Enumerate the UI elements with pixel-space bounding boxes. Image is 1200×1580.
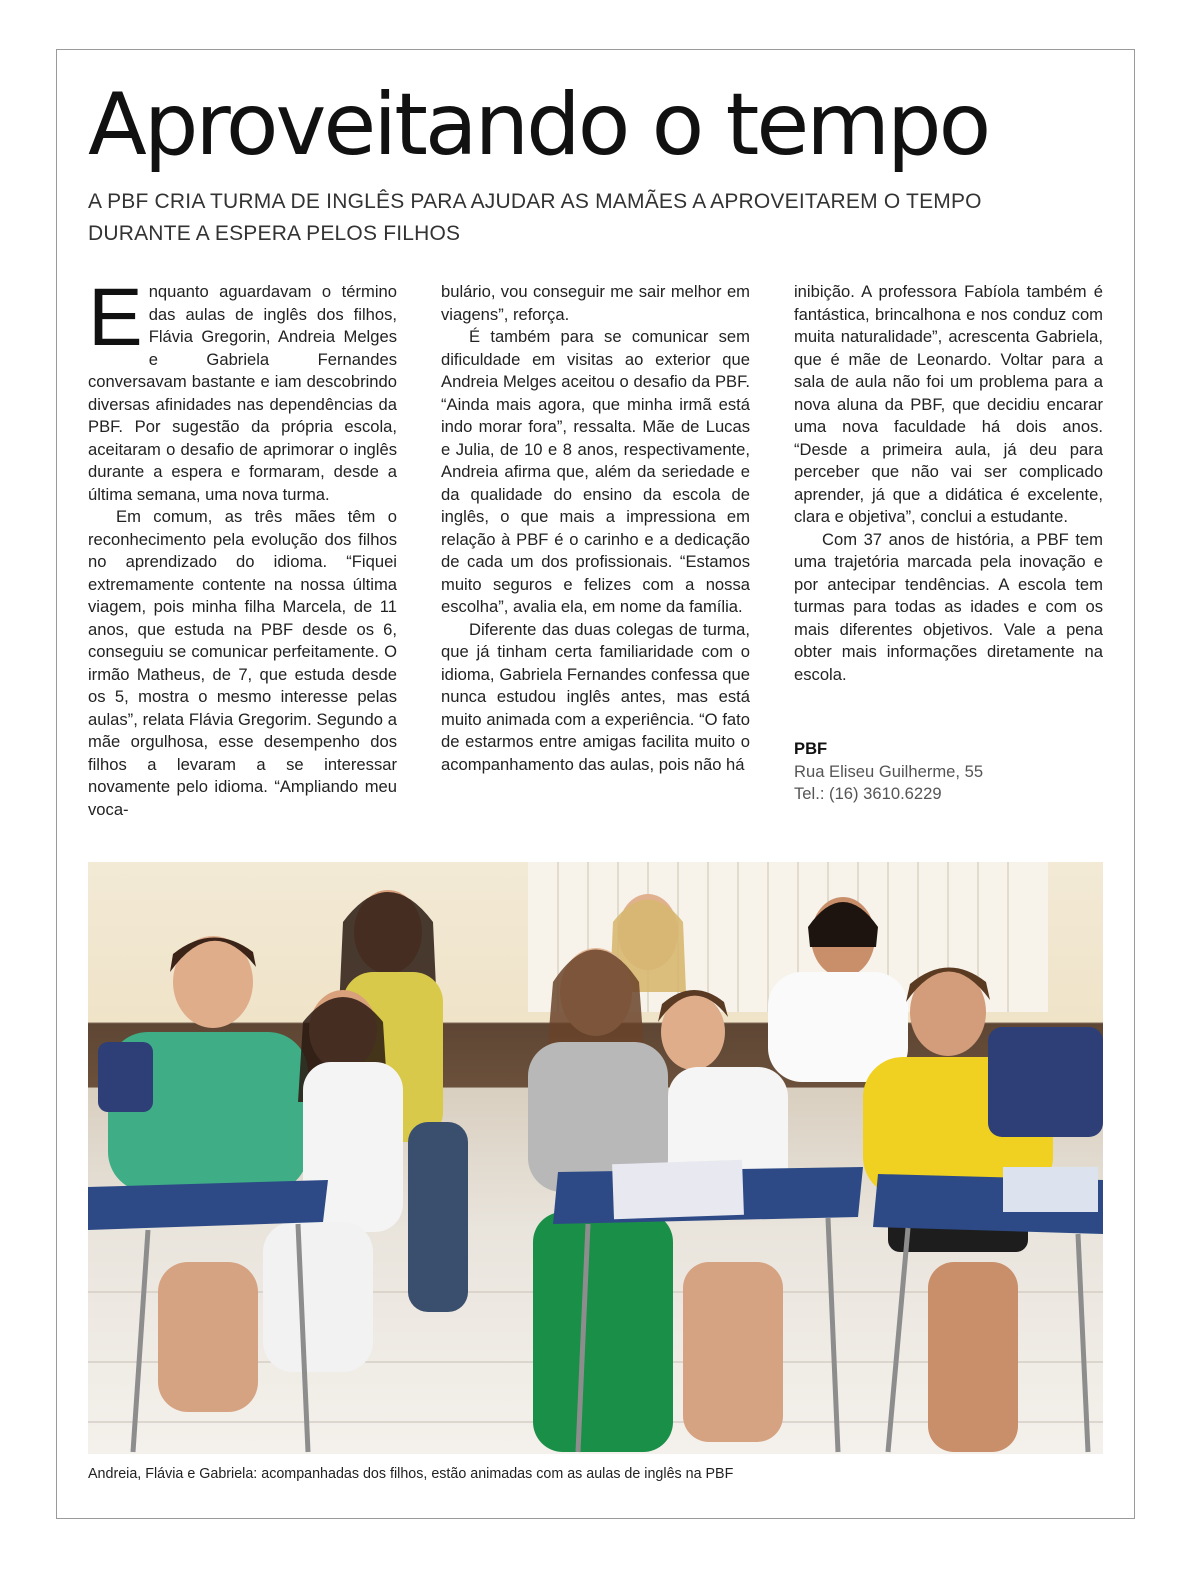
article-title: Aproveitando o tempo <box>88 75 989 175</box>
contact-block <box>794 738 1103 806</box>
photo-caption: Andreia, Flávia e Gabriela: acompanhadas dos filhos, estão animadas com as aulas de inglês na PBF <box>88 1466 734 1482</box>
article-column-3 <box>794 281 1103 806</box>
group-photo-illustration <box>88 862 1103 1454</box>
contact-phone: Tel.: (16) 3610.6229 <box>794 784 942 803</box>
article-column-2 <box>441 281 750 776</box>
paragraph <box>88 272 397 506</box>
contact-name: PBF <box>794 739 828 758</box>
drop-cap: E <box>88 272 143 363</box>
paragraph: inibição. A professora Fabíola também é fantástica, brincalhona e nos conduz com muita naturalidade”, acrescenta Gabriela, que é mãe de Leonardo. Voltar para a sala de aula não foi um problema para a nova aluna da PBF, que decidiu encarar uma nova faculdade há dois anos. “Desde a primeira aula, já deu para perceber que não vai ser complicado aprender, já que a didática é excelente, clara e objetiva”, conclui a estudante. <box>794 282 1103 526</box>
group-photo-icon <box>88 862 1103 1454</box>
paragraph: Diferente das duas colegas de turma, que já tinham certa familiaridade com o idioma, Gabriela Fernandes confessa que nunca estudou inglês antes, mas está muito animada com a experiência. “O fato de estarmos entre amigas facilita muito o acompanhamento das aulas, pois não há <box>441 619 750 774</box>
contact-address: Rua Eliseu Guilherme, 55 <box>794 761 984 781</box>
paragraph: bulário, vou conseguir me sair melhor em viagens”, reforça. <box>441 282 750 324</box>
paragraph: É também para se comunicar sem dificuldade em visitas ao exterior que Andreia Melges aceitou o desafio da PBF. “Ainda mais agora, que minha irmã está indo morar fora”, ressalta. Mãe de Lucas e Julia, de 10 e 8 anos, respectivamente, Andreia afirma que, além da seriedade e da qualidade do ensino da escola de inglês, o que mais a impressiona em relação à PBF é o carinho e a dedicação de cada um dos profissionais. “Estamos muito seguros e felizes com a nossa escolha”, avalia ela, em nome da família. <box>441 327 750 616</box>
article-subtitle: A PBF CRIA TURMA DE INGLÊS PARA AJUDAR AS MAMÃES A APROVEITAREM O TEMPO DURANTE A ESPERA PELOS FILHOS <box>88 190 982 245</box>
paragraph: Em comum, as três mães têm o reconhecimento pela evolução dos filhos no aprendizado do idioma. “Fiquei extremamente contente na nossa última viagem, pois minha filha Marcela, de 11 anos, que estuda na PBF desde os 6, conseguiu se comunicar perfeitamente. O irmão Matheus, de 7, que estuda desde os 5, mostra o mesmo interesse pelas aulas”, relata Flávia Gregorim. Segundo a mãe orgulhosa, esse desempenho dos filhos a levaram a se interessar novamente pelo idioma. “Ampliando meu voca- <box>88 507 397 819</box>
paragraph-text: nquanto aguardavam o término das aulas de inglês dos filhos, Flávia Gregorin, Andreia Melges e Gabriela Fernandes conversavam bastante e iam descobrindo diversas afinidades nas dependências da PBF. Por sugestão da própria escola, aceitaram o desafio de aprimorar o inglês durante a espera e formaram, desde a última semana, uma nova turma. <box>88 282 397 504</box>
article-column-1 <box>88 272 397 821</box>
paragraph: Com 37 anos de história, a PBF tem uma trajetória marcada pela inovação e por antecipar tendências. A escola tem turmas para todas as idades e com os mais diferentes objetivos. Vale a pena obter mais informações diretamente na escola. <box>794 529 1103 684</box>
